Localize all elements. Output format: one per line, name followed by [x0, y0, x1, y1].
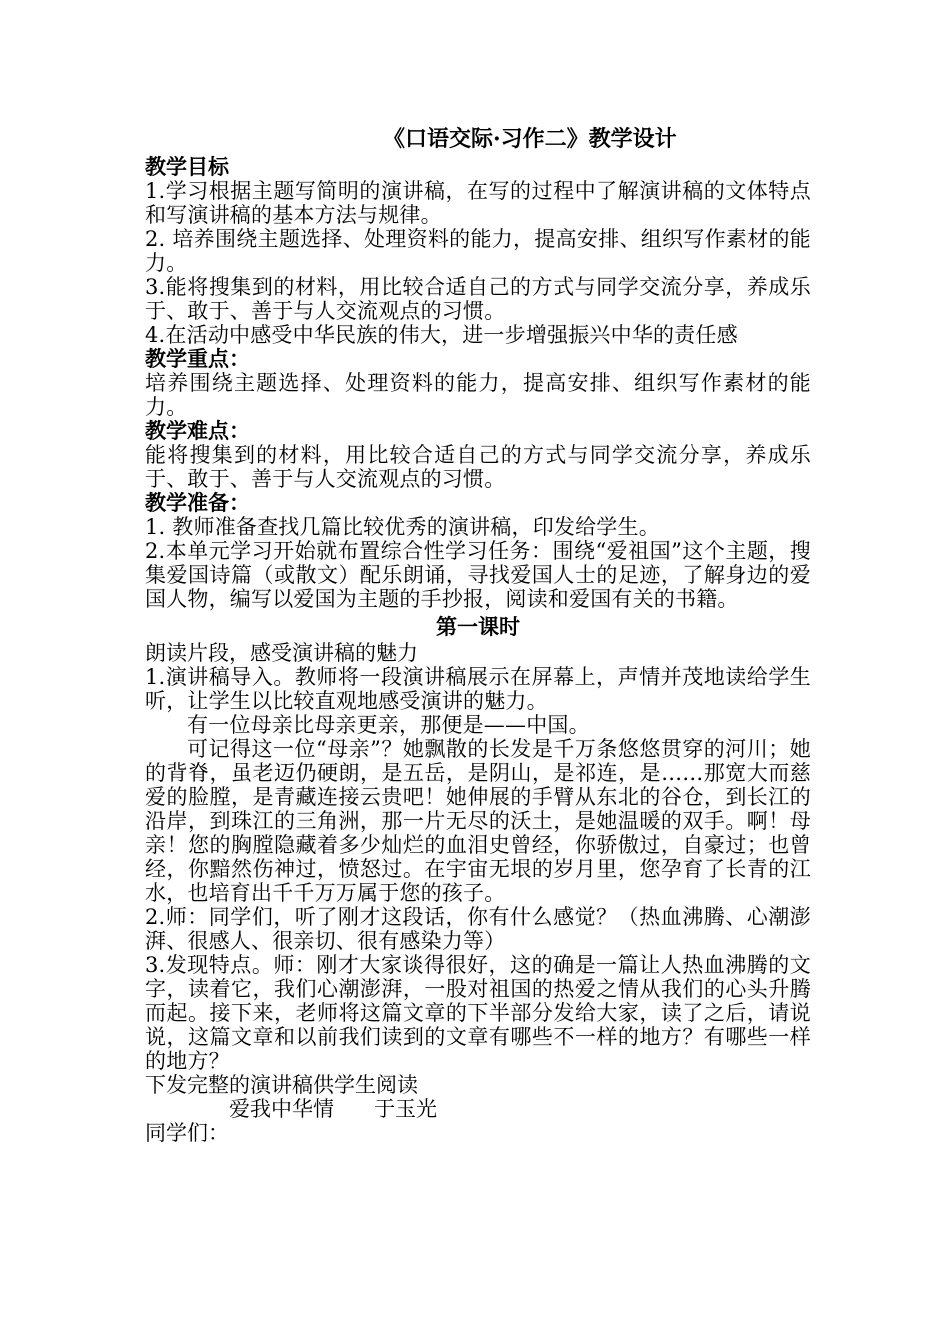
step-3-text: 3.发现特点。师：刚才大家谈得很好，这的确是一篇让人热血沸腾的文字，读着它，我们心潮澎湃，一股对祖国的热爱之情从我们的心头升腾而起。接下来，老师将这篇文章的下半部分发给大家，读了之后，请说说，这篇文章和以前我们读到的文章有哪些不一样的地方？有哪些一样的地方？ [145, 953, 811, 1073]
goal-item-1: 1.学习根据主题写简明的演讲稿，在写的过程中了解演讲稿的文体特点和写演讲稿的基本方法与规律。 [145, 179, 811, 227]
speech-author: 于玉光 [374, 1097, 438, 1121]
preparation-item-1: 1. 教师准备查找几篇比较优秀的演讲稿，印发给学生。 [145, 515, 660, 539]
goal-item-4: 4.在活动中感受中华民族的伟大，进一步增强振兴中华的责任感 [145, 323, 738, 347]
key-points-heading: 教学重点： [145, 346, 250, 371]
goal-item-3: 3.能将搜集到的材料，用比较合适自己的方式与同学交流分享，养成乐于、敢于、善于与人交流观点的习惯。 [145, 275, 811, 323]
lesson-subtitle: 朗读片段，感受演讲稿的魅力 [145, 641, 418, 665]
step-1-text: 1.演讲稿导入。教师将一段演讲稿展示在屏幕上，声情并茂地读给学生听，让学生以比较直观地感受演讲的魅力。 [145, 665, 811, 713]
document-title: 《口语交际·习作二》教学设计 [383, 126, 677, 152]
excerpt-line-1: 有一位母亲比母亲更亲，那便是——中国。 [187, 713, 590, 737]
goals-heading: 教学目标 [145, 154, 229, 179]
key-points-text: 培养围绕主题选择、处理资料的能力，提高安排、组织写作素材的能力。 [145, 371, 811, 419]
speech-title: 爱我中华情 [229, 1097, 334, 1121]
document-page [145, 123, 811, 1145]
handout-note: 下发完整的演讲稿供学生阅读 [145, 1073, 418, 1097]
excerpt-paragraph: 可记得这一位“母亲”？她飘散的长发是千万条悠悠贯穿的河川；她的背脊，虽老迈仍硬朗，是五岳，是阴山，是祁连，是……那宽大而慈爱的脸膛，是青藏连接云贵吧！她伸展的手臂从东北的谷仓，到长江的沿岸，到珠江的三角洲，那一片无尽的沃土，是她温暖的双手。啊！母亲！您的胸膛隐藏着多少灿烂的血泪史曾经，你骄傲过，自豪过；也曾经，你黯然伤神过，愤怒过。在宇宙无垠的岁月里，您孕育了长青的江水，也培育出千千万万属于您的孩子。 [145, 737, 811, 905]
difficult-points-text: 能将搜集到的材料，用比较合适自己的方式与同学交流分享，养成乐于、敢于、善于与人交流观点的习惯。 [145, 443, 811, 491]
preparation-item-2: 2.本单元学习开始就布置综合性学习任务：围绕“爱祖国”这个主题，搜集爱国诗篇（或散文）配乐朗诵，寻找爱国人士的足迹，了解身边的爱国人物，编写以爱国为主题的手抄报，阅读和爱国有关的书籍。 [145, 539, 811, 611]
preparation-heading: 教学准备： [145, 490, 250, 515]
step-2-text: 2.师：同学们，听了刚才这段话，你有什么感觉？（热血沸腾、心潮澎湃、很感人、很亲切、很有感染力等） [145, 905, 811, 953]
difficult-points-heading: 教学难点： [145, 418, 250, 443]
goal-item-2: 2. 培养围绕主题选择、处理资料的能力，提高安排、组织写作素材的能力。 [145, 227, 811, 275]
speech-byline [145, 1097, 811, 1121]
lesson-heading: 第一课时 [436, 614, 520, 639]
speech-greeting: 同学们： [145, 1121, 229, 1145]
